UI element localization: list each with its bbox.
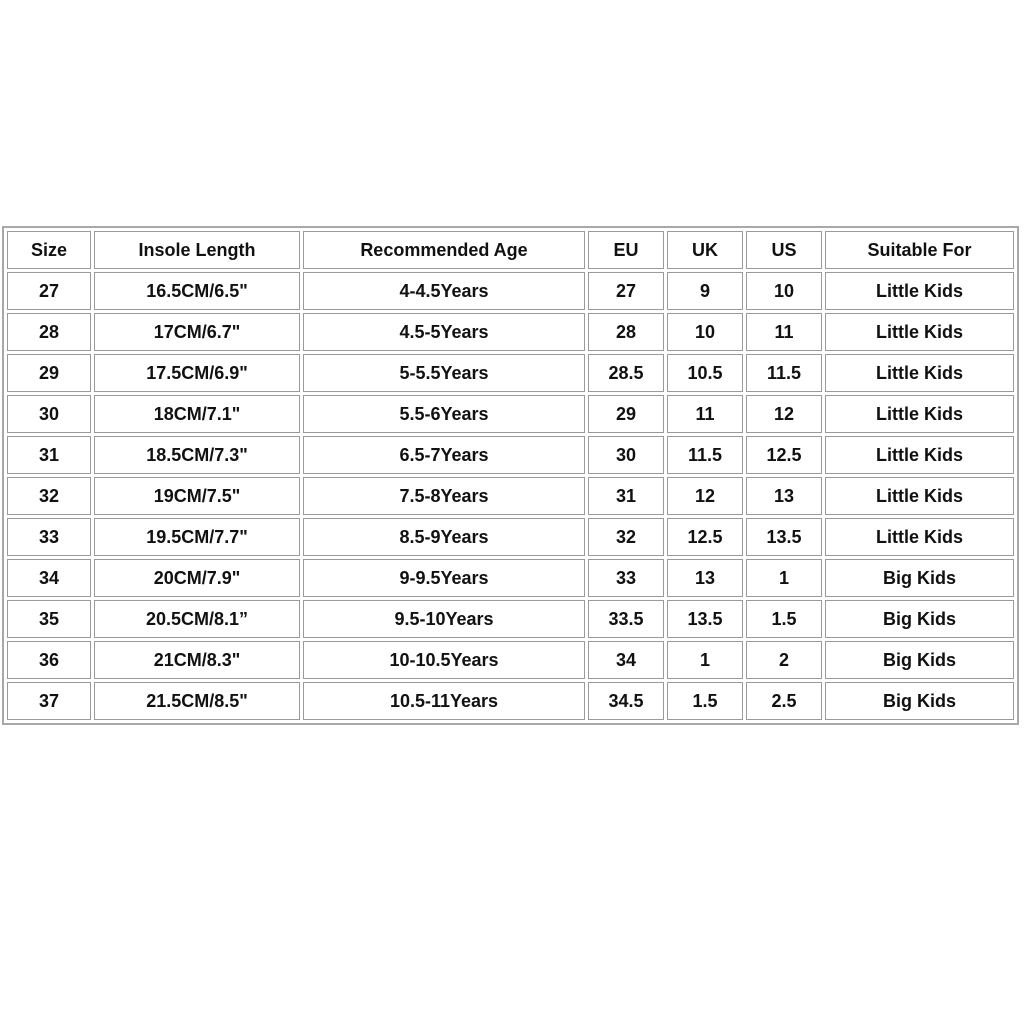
table-row <box>7 600 1014 638</box>
table-row <box>7 436 1014 474</box>
cell-insole-length: 19.5CM/7.7" <box>94 518 300 556</box>
table-row <box>7 272 1014 310</box>
cell-recommended-age: 8.5-9Years <box>303 518 585 556</box>
cell-us: 13 <box>746 477 822 515</box>
cell-suitable-for: Big Kids <box>825 641 1014 679</box>
cell-uk: 10 <box>667 313 743 351</box>
header-size: Size <box>7 231 91 269</box>
cell-size: 36 <box>7 641 91 679</box>
cell-insole-length: 17.5CM/6.9" <box>94 354 300 392</box>
cell-suitable-for: Little Kids <box>825 313 1014 351</box>
cell-recommended-age: 10.5-11Years <box>303 682 585 720</box>
cell-us: 12.5 <box>746 436 822 474</box>
cell-us: 2.5 <box>746 682 822 720</box>
header-eu: EU <box>588 231 664 269</box>
cell-size: 28 <box>7 313 91 351</box>
cell-size: 31 <box>7 436 91 474</box>
cell-suitable-for: Little Kids <box>825 272 1014 310</box>
cell-recommended-age: 9.5-10Years <box>303 600 585 638</box>
cell-uk: 12.5 <box>667 518 743 556</box>
cell-suitable-for: Big Kids <box>825 600 1014 638</box>
cell-us: 2 <box>746 641 822 679</box>
cell-suitable-for: Little Kids <box>825 395 1014 433</box>
cell-size: 34 <box>7 559 91 597</box>
cell-insole-length: 18CM/7.1" <box>94 395 300 433</box>
cell-size: 27 <box>7 272 91 310</box>
cell-recommended-age: 4-4.5Years <box>303 272 585 310</box>
cell-uk: 9 <box>667 272 743 310</box>
cell-insole-length: 21.5CM/8.5" <box>94 682 300 720</box>
cell-insole-length: 21CM/8.3" <box>94 641 300 679</box>
table-row <box>7 354 1014 392</box>
cell-eu: 34.5 <box>588 682 664 720</box>
table-row <box>7 682 1014 720</box>
cell-eu: 30 <box>588 436 664 474</box>
cell-uk: 11.5 <box>667 436 743 474</box>
header-row <box>7 231 1014 269</box>
table-row <box>7 641 1014 679</box>
table-row <box>7 518 1014 556</box>
cell-us: 11.5 <box>746 354 822 392</box>
cell-eu: 28 <box>588 313 664 351</box>
cell-eu: 33 <box>588 559 664 597</box>
cell-insole-length: 18.5CM/7.3" <box>94 436 300 474</box>
cell-suitable-for: Little Kids <box>825 477 1014 515</box>
cell-suitable-for: Big Kids <box>825 682 1014 720</box>
cell-eu: 32 <box>588 518 664 556</box>
cell-insole-length: 19CM/7.5" <box>94 477 300 515</box>
header-us: US <box>746 231 822 269</box>
cell-size: 35 <box>7 600 91 638</box>
header-uk: UK <box>667 231 743 269</box>
cell-size: 30 <box>7 395 91 433</box>
cell-size: 29 <box>7 354 91 392</box>
cell-uk: 12 <box>667 477 743 515</box>
cell-eu: 34 <box>588 641 664 679</box>
cell-us: 12 <box>746 395 822 433</box>
cell-suitable-for: Little Kids <box>825 518 1014 556</box>
cell-size: 33 <box>7 518 91 556</box>
cell-uk: 1 <box>667 641 743 679</box>
table-row <box>7 559 1014 597</box>
cell-eu: 27 <box>588 272 664 310</box>
cell-us: 13.5 <box>746 518 822 556</box>
cell-recommended-age: 10-10.5Years <box>303 641 585 679</box>
cell-recommended-age: 9-9.5Years <box>303 559 585 597</box>
cell-recommended-age: 5-5.5Years <box>303 354 585 392</box>
table-row <box>7 477 1014 515</box>
cell-recommended-age: 6.5-7Years <box>303 436 585 474</box>
cell-insole-length: 20.5CM/8.1” <box>94 600 300 638</box>
cell-uk: 11 <box>667 395 743 433</box>
header-suitable-for: Suitable For <box>825 231 1014 269</box>
cell-us: 10 <box>746 272 822 310</box>
table-row <box>7 313 1014 351</box>
cell-insole-length: 20CM/7.9" <box>94 559 300 597</box>
cell-insole-length: 16.5CM/6.5" <box>94 272 300 310</box>
size-chart-table <box>2 226 1019 725</box>
cell-suitable-for: Little Kids <box>825 354 1014 392</box>
cell-recommended-age: 4.5-5Years <box>303 313 585 351</box>
cell-uk: 13.5 <box>667 600 743 638</box>
cell-uk: 10.5 <box>667 354 743 392</box>
cell-eu: 28.5 <box>588 354 664 392</box>
cell-us: 1.5 <box>746 600 822 638</box>
cell-uk: 1.5 <box>667 682 743 720</box>
header-recommended-age: Recommended Age <box>303 231 585 269</box>
header-insole-length: Insole Length <box>94 231 300 269</box>
cell-suitable-for: Big Kids <box>825 559 1014 597</box>
cell-eu: 29 <box>588 395 664 433</box>
cell-insole-length: 17CM/6.7" <box>94 313 300 351</box>
cell-eu: 31 <box>588 477 664 515</box>
table-row <box>7 395 1014 433</box>
cell-size: 37 <box>7 682 91 720</box>
cell-us: 11 <box>746 313 822 351</box>
cell-suitable-for: Little Kids <box>825 436 1014 474</box>
cell-uk: 13 <box>667 559 743 597</box>
cell-recommended-age: 5.5-6Years <box>303 395 585 433</box>
cell-size: 32 <box>7 477 91 515</box>
cell-recommended-age: 7.5-8Years <box>303 477 585 515</box>
cell-us: 1 <box>746 559 822 597</box>
cell-eu: 33.5 <box>588 600 664 638</box>
